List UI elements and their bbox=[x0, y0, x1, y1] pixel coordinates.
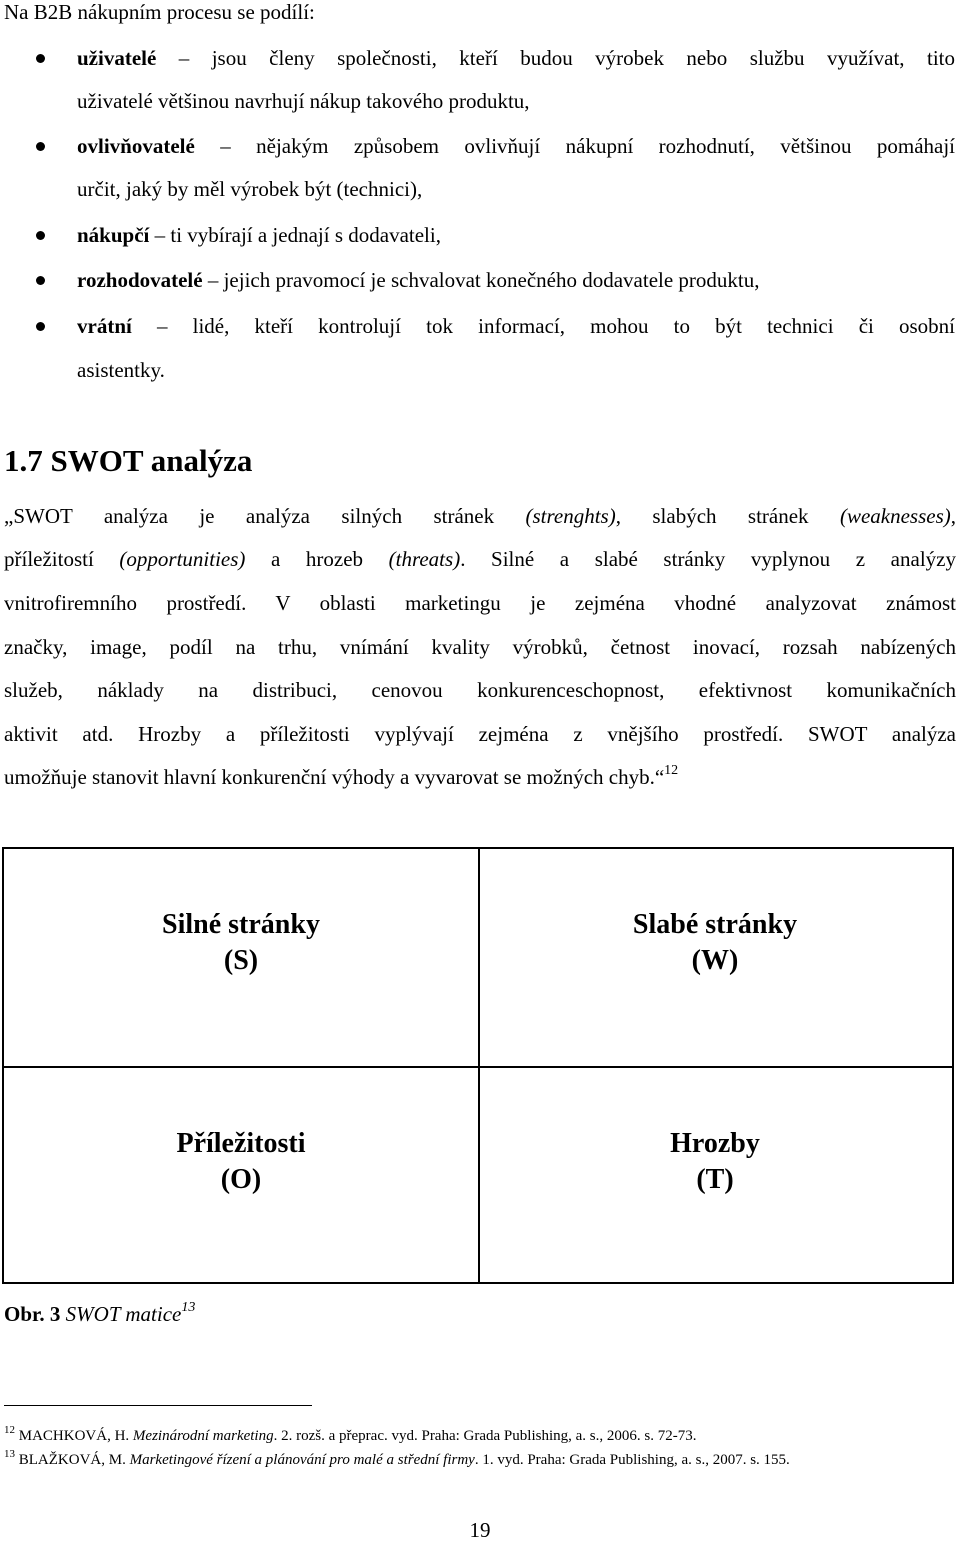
swot-weaknesses: Slabé stránky (W) bbox=[632, 909, 798, 976]
paragraph-line: příležitostí (opportunities) a hrozeb (threats). Silné a slabé stránky vyplynou z analýzy bbox=[4, 547, 956, 571]
bullet-icon bbox=[36, 276, 45, 285]
list-item-line: ovlivňovatelé – nějakým způsobem ovlivňují nákupní rozhodnutí, většinou pomáhají bbox=[77, 134, 956, 158]
section-heading: 1.7 SWOT analýza bbox=[4, 443, 253, 478]
swot-strengths: Silné stránky (S) bbox=[162, 909, 320, 976]
paragraph-line: značky, image, podíl na trhu, vnímání kvality výrobků, četnost inovací, rozsah nabízených bbox=[4, 635, 956, 659]
footnote-ref: 12 bbox=[664, 763, 679, 778]
list-item-term: rozhodovatelé bbox=[77, 268, 203, 292]
intro-text: Na B2B nákupním procesu se podílí: bbox=[4, 0, 315, 24]
list-item-line: uživatelé většinou navrhují nákup takového produktu, bbox=[77, 89, 530, 113]
list-item-line: určit, jaký by měl výrobek být (technici), bbox=[77, 177, 423, 201]
footnote: $^{13}$ BLAŽKOVÁ, M. Marketingové řízení a plánování pro malé a střední firmy. 1. vyd. Praha: Grada Publishing, a. s., 2007. s. 155. bbox=[4, 1448, 790, 1468]
footnote: $^{12}$ MACHKOVÁ, H. Mezinárodní marketing. 2. rozš. a přeprac. vyd. Praha: Grada Publishing, a. s., 2006. s. 72-73. bbox=[4, 1424, 697, 1444]
list-item-term: uživatelé bbox=[77, 46, 157, 70]
list-item-term: vrátní bbox=[77, 314, 132, 338]
list-item-term: nákupčí bbox=[77, 223, 150, 247]
list-item-term: ovlivňovatelé bbox=[77, 134, 195, 158]
paragraph-line: vnitrofiremního prostředí. V oblasti marketingu je zejména vhodné analyzovat známost bbox=[4, 591, 956, 615]
swot-threats: Hrozby (T) bbox=[670, 1128, 760, 1195]
bullet-icon bbox=[36, 322, 45, 331]
bullet-icon bbox=[36, 142, 45, 151]
list-item-line: rozhodovatelé – jejich pravomocí je schvalovat konečného dodavatele produktu, bbox=[77, 268, 760, 292]
figure-caption: Obr. 3 SWOT matice$^{13}$ bbox=[4, 1300, 196, 1326]
footnote-separator bbox=[4, 1405, 312, 1406]
bullet-icon bbox=[36, 54, 45, 63]
list-item-line: uživatelé – jsou členy společnosti, kteří budou výrobek nebo službu využívat, tito bbox=[77, 46, 956, 70]
swot-opportunities: Příležitosti (O) bbox=[176, 1128, 306, 1195]
list-item-line: nákupčí – ti vybírají a jednají s dodavateli, bbox=[77, 223, 441, 247]
page-number: 19 bbox=[469, 1518, 491, 1542]
paragraph-line: umožňuje stanovit hlavní konkurenční výhody a vyvarovat se možných chyb.“$^{12}$ bbox=[4, 763, 679, 789]
paragraph-line: aktivit atd. Hrozby a příležitosti vyplývají zejména z vnějšího prostředí. SWOT analýza bbox=[4, 722, 956, 746]
list-item-line: vrátní – lidé, kteří kontrolují tok informací, mohou to být technici či osobní bbox=[77, 314, 956, 338]
paragraph-line: „SWOT analýza je analýza silných stránek (strenghts), slabých stránek (weaknesses), bbox=[4, 504, 956, 528]
paragraph-line: služeb, náklady na distribuci, cenovou konkurenceschopnost, efektivnost komunikačních bbox=[4, 678, 956, 702]
list-item-line: asistentky. bbox=[77, 358, 165, 382]
swot-matrix bbox=[2, 847, 954, 1284]
bullet-icon bbox=[36, 231, 45, 240]
